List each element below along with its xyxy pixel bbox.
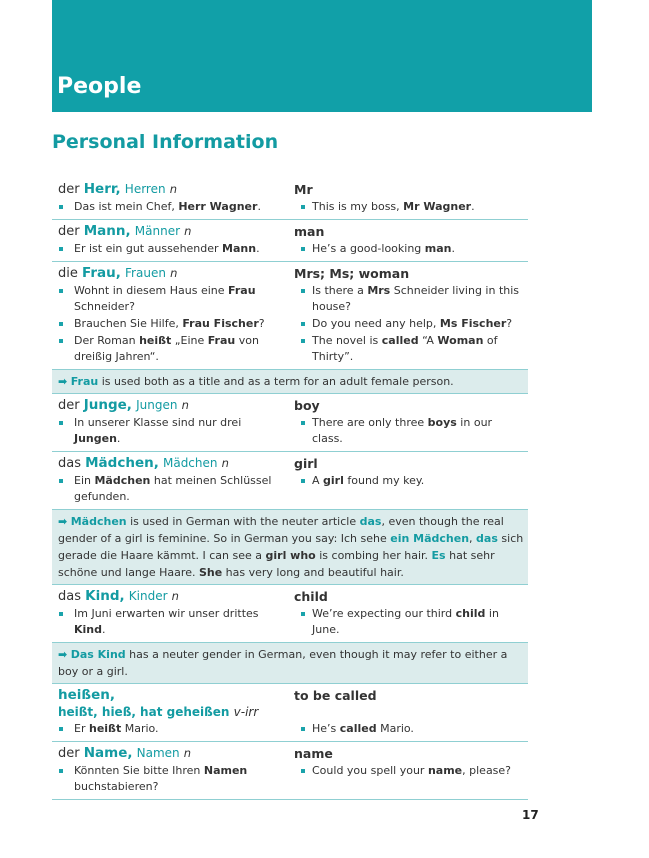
example-pair: [52, 241, 528, 257]
translation: Mrs; Ms; woman: [294, 266, 410, 281]
page-number: 17: [522, 808, 539, 822]
example-german: Er heißt Mario.: [52, 721, 294, 737]
headword: der Junge, Jungen n: [58, 397, 189, 413]
translation: name: [294, 746, 333, 761]
example-german: Der Roman heißt „Eine Frau von dreißig Jahren“.: [52, 333, 294, 365]
example-pair: [52, 283, 528, 315]
note-line: ➡ Das Kind has a neuter gender in German, even though it may refer to either a: [58, 648, 508, 661]
vocab-entry: [52, 684, 528, 742]
translation: child: [294, 589, 328, 604]
example-german: Das ist mein Chef, Herr Wagner.: [52, 199, 294, 215]
translation: to be called: [294, 688, 377, 703]
example-pair: [52, 333, 528, 365]
example-pair: [52, 721, 528, 737]
headword: das Kind, Kinder n: [58, 588, 179, 604]
example-german: Könnten Sie bitte Ihren Namen buchstabieren?: [52, 763, 294, 795]
vocabulary-list: [52, 178, 528, 800]
vocab-entry: [52, 742, 528, 800]
verb-forms: heißt, hieß, hat geheißen v-irr: [58, 705, 259, 719]
translation: Mr: [294, 182, 313, 197]
usage-note: [52, 370, 528, 394]
example-english: There are only three boys in our class.: [294, 415, 528, 447]
example-english: This is my boss, Mr Wagner.: [294, 199, 528, 215]
headword: die Frau, Frauen n: [58, 265, 178, 281]
example-german: Ein Mädchen hat meinen Schlüssel gefunden.: [52, 473, 294, 505]
headword: der Herr, Herren n: [58, 181, 178, 197]
note-line: boy or a girl.: [58, 665, 128, 678]
example-pair: [52, 606, 528, 638]
vocab-entry: [52, 178, 528, 220]
example-pair: [52, 316, 528, 332]
example-english: We’re expecting our third child in June.: [294, 606, 528, 638]
example-pair: [52, 199, 528, 215]
translation: man: [294, 224, 325, 239]
note-line: schöne und lange Haare. She has very long and beautiful hair.: [58, 566, 404, 579]
vocab-entry: [52, 452, 528, 510]
example-english: Could you spell your name, please?: [294, 763, 528, 795]
example-pair: [52, 473, 528, 505]
example-english: A girl found my key.: [294, 473, 528, 505]
example-english: He’s a good-looking man.: [294, 241, 528, 257]
vocab-entry: [52, 220, 528, 262]
arrow-icon: ➡: [58, 375, 68, 388]
vocab-entry: [52, 394, 528, 452]
subsection-title: Personal Information: [52, 131, 279, 153]
translation: boy: [294, 398, 320, 413]
example-english: The novel is called “A Woman of Thirty”.: [294, 333, 528, 365]
note-line: ➡ Frau is used both as a title and as a term for an adult female person.: [58, 375, 454, 388]
vocab-entry: [52, 262, 528, 370]
usage-note: [52, 510, 528, 585]
headword: das Mädchen, Mädchen n: [58, 455, 229, 471]
note-line: gender of a girl is feminine. So in German you say: Ich sehe ein Mädchen, das sich: [58, 532, 524, 545]
example-english: Do you need any help, Ms Fischer?: [294, 316, 528, 332]
note-line: gerade die Haare kämmt. I can see a girl who is combing her hair. Es hat sehr: [58, 549, 495, 562]
example-german: In unserer Klasse sind nur drei Jungen.: [52, 415, 294, 447]
vocab-entry: [52, 585, 528, 643]
example-pair: [52, 415, 528, 447]
example-english: Is there a Mrs Schneider living in this house?: [294, 283, 528, 315]
headword: der Mann, Männer n: [58, 223, 192, 239]
example-german: Er ist ein gut aussehender Mann.: [52, 241, 294, 257]
arrow-icon: ➡: [58, 515, 68, 528]
note-line: ➡ Mädchen is used in German with the neuter article das, even though the real: [58, 515, 504, 528]
example-english: He’s called Mario.: [294, 721, 528, 737]
headword: der Name, Namen n: [58, 745, 192, 761]
usage-note: [52, 643, 528, 684]
example-pair: [52, 763, 528, 795]
example-german: Wohnt in diesem Haus eine Frau Schneider?: [52, 283, 294, 315]
example-german: Brauchen Sie Hilfe, Frau Fischer?: [52, 316, 294, 332]
section-title: People: [57, 74, 142, 99]
example-german: Im Juni erwarten wir unser drittes Kind.: [52, 606, 294, 638]
headword: heißen,: [58, 687, 115, 703]
arrow-icon: ➡: [58, 648, 68, 661]
translation: girl: [294, 456, 318, 471]
